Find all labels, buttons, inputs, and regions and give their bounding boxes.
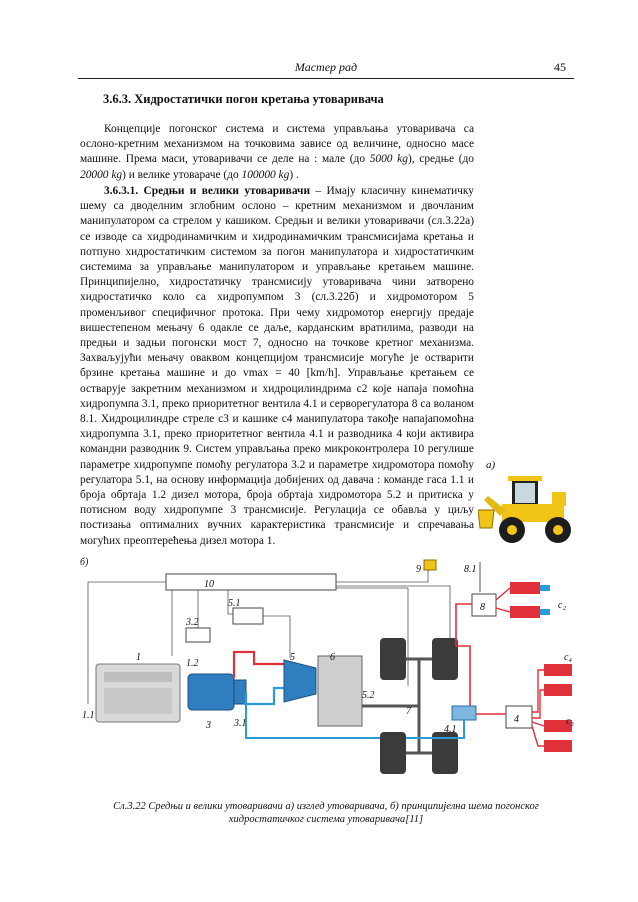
label-3: 3 [206, 720, 211, 731]
label-8: 8 [480, 602, 485, 613]
cylinder-lines [532, 670, 544, 746]
figure-caption [78, 800, 574, 826]
hydraulic-pump [188, 674, 234, 710]
figure-a-label: а) [486, 459, 496, 471]
label-10: 10 [204, 579, 214, 590]
label-c3: c₃ [566, 716, 574, 727]
bucket-cylinder-top [544, 664, 572, 676]
hydrostatic-drive-schematic [78, 556, 578, 794]
para1-text-2: ), средње (до [407, 153, 474, 166]
caption-line-2: хидростатичког система утоваривача[11] [228, 814, 424, 825]
command-valve [424, 560, 436, 570]
gearbox [318, 656, 362, 726]
para1-text-1: Концепције погонског система и система управљања утоваривача са ослоно-кретним механизмом на точковима зависе од величине, односно масе машине. Према маси, утоваривачи се деле на : мале (до [80, 123, 474, 166]
label-6: 6 [330, 652, 335, 663]
return-line-pump-motor [244, 688, 286, 704]
label-c4: c₄ [564, 652, 572, 663]
loader-bucket [478, 510, 494, 528]
steering-rod-bottom [540, 609, 550, 615]
paragraph-intro [80, 122, 474, 183]
para2-text: – Имају класичну кинематичку шему са дводелним зглобним ослоно – кретним механизмом и двочланим манипулатором са стрелом у кашиком. Средњи и велики утоваривачи (сл.3.22а) се изводе са хидродинамичким и хидродинамичким трансмисијама кретања и потпуно хидростатичким системом за погон манипулатора и хидростатичким системима за управљање манипулатором и управљање кретањем машине. Принципијелно, хидростатичку трансмисију утоваривача чини затворено хидростатичко коло са хидропумпом 3 (сл.3.22б) и хидромотором 5 променљивог специфичног протока. При чему хидромотор енергију предаје вишестепеном мењачу 6 одакле се даље, карданским вратилима, разводи на предњи и задњи погонски мост 7, односно на точкове кретног механизма. Захваљујући мењачу оваквом концепцијом трансмисије могуће је остварити брзине кретања машине и до vmax = 40 [km/h]. Управљање кретањем се остварује закретним механизмом и хидроцилиндрима c2 које напаја помоћна хидропумпа 3.1, преко приоритетног вентила 4.1 и серворегулатора 8 са воланом 8.1. Хидроцилиндре стреле c3 и кашике c4 манипулатора такође напајапомоћна хидропумпа 3.1, преко приоритетног вентила 4.1 и разводника 4 који активира командни разводник 9. Систем управљања преко микроконтролера 10 регулише параметре хидропумпе помоћу регулатора 3.2 и параметре хидромотора помоћу регулатора 5.1, на основу информација добијених од давача : команде гаса 1.1 и броја обртаја 1.2 дизел мотора, броја обртаја хидромотора 5.2 и притиска у потисном воду хидропумпе 3 трансмисије. Регулација се обавља у циљу постизања оптималних вучних карактеристика трансмисије и спречавања могућих преоптерећења дизел мотора 1. [80, 185, 474, 547]
mass-small: 5000 kg [369, 153, 408, 166]
subsection-heading: 3.6.3.1. Средњи и велики утоваривачи [104, 185, 311, 197]
signal-line-regulator-motor [263, 616, 290, 658]
rear-left-wheel [380, 732, 406, 774]
directional-valve [506, 706, 532, 728]
label-5: 5 [290, 652, 295, 663]
loader-engine-hood [552, 492, 566, 506]
mass-large: 100000 kg [241, 168, 290, 181]
steering-cylinder-top [510, 582, 540, 594]
pressure-to-servo [456, 604, 472, 706]
label-5-1: 5.1 [228, 598, 241, 609]
paragraph-medium-large-loaders [80, 184, 474, 549]
motor-regulator-box [233, 608, 263, 624]
label-7: 7 [406, 706, 411, 717]
label-3-1: 3.1 [234, 718, 247, 729]
loader-cab-glass [515, 483, 535, 503]
loader-front-hub [507, 525, 517, 535]
front-left-wheel [380, 638, 406, 680]
figure-b-label: б) [80, 557, 89, 568]
servo-cylinder-lines [496, 588, 510, 612]
section-heading: 3.6.3. Хидростатички погон кретања утоваривача [103, 92, 384, 106]
label-1-1: 1.1 [82, 710, 95, 721]
label-1-2: 1.2 [186, 658, 199, 669]
steering-cylinder-bottom [510, 606, 540, 618]
pump-regulator-box [186, 628, 210, 642]
engine-block [104, 688, 172, 714]
auxiliary-pump [234, 680, 246, 704]
pressure-line-pump-motor [234, 652, 286, 678]
priority-valve [452, 706, 476, 720]
loader-rear-hub [553, 525, 563, 535]
page-number: 45 [554, 60, 566, 74]
label-c2: c₂ [558, 600, 566, 611]
boom-cylinder-bottom [544, 740, 572, 752]
para1-text-3: ) и велике утовараче (до [122, 168, 242, 181]
label-1: 1 [136, 652, 141, 663]
microcontroller-box [166, 574, 336, 590]
label-8-1: 8.1 [464, 564, 477, 575]
label-9: 9 [416, 564, 421, 575]
caption-line-1: Сл.3.22 Средњи и велики утоваривачи а) изглед утоваривача, б) принципијелна шема погонског [113, 801, 539, 812]
wheel-loader-image [478, 470, 582, 548]
mass-medium: 20000 kg [80, 168, 123, 181]
label-4: 4 [514, 714, 519, 725]
hydraulic-motor [284, 660, 316, 702]
engine-head [104, 672, 172, 682]
label-3-2: 3.2 [186, 617, 199, 628]
steering-rod-top [540, 585, 550, 591]
page-header [78, 60, 574, 78]
signal-line-9 [336, 568, 428, 582]
front-right-wheel [432, 638, 458, 680]
header-divider [78, 78, 574, 79]
loader-cab-roof [508, 476, 542, 481]
bucket-cylinder-bottom [544, 684, 572, 696]
header-title: Мастер рад [294, 60, 358, 74]
label-4-1: 4.1 [444, 724, 457, 735]
para1-text-4: ) . [289, 168, 299, 181]
label-5-2: 5.2 [362, 690, 375, 701]
